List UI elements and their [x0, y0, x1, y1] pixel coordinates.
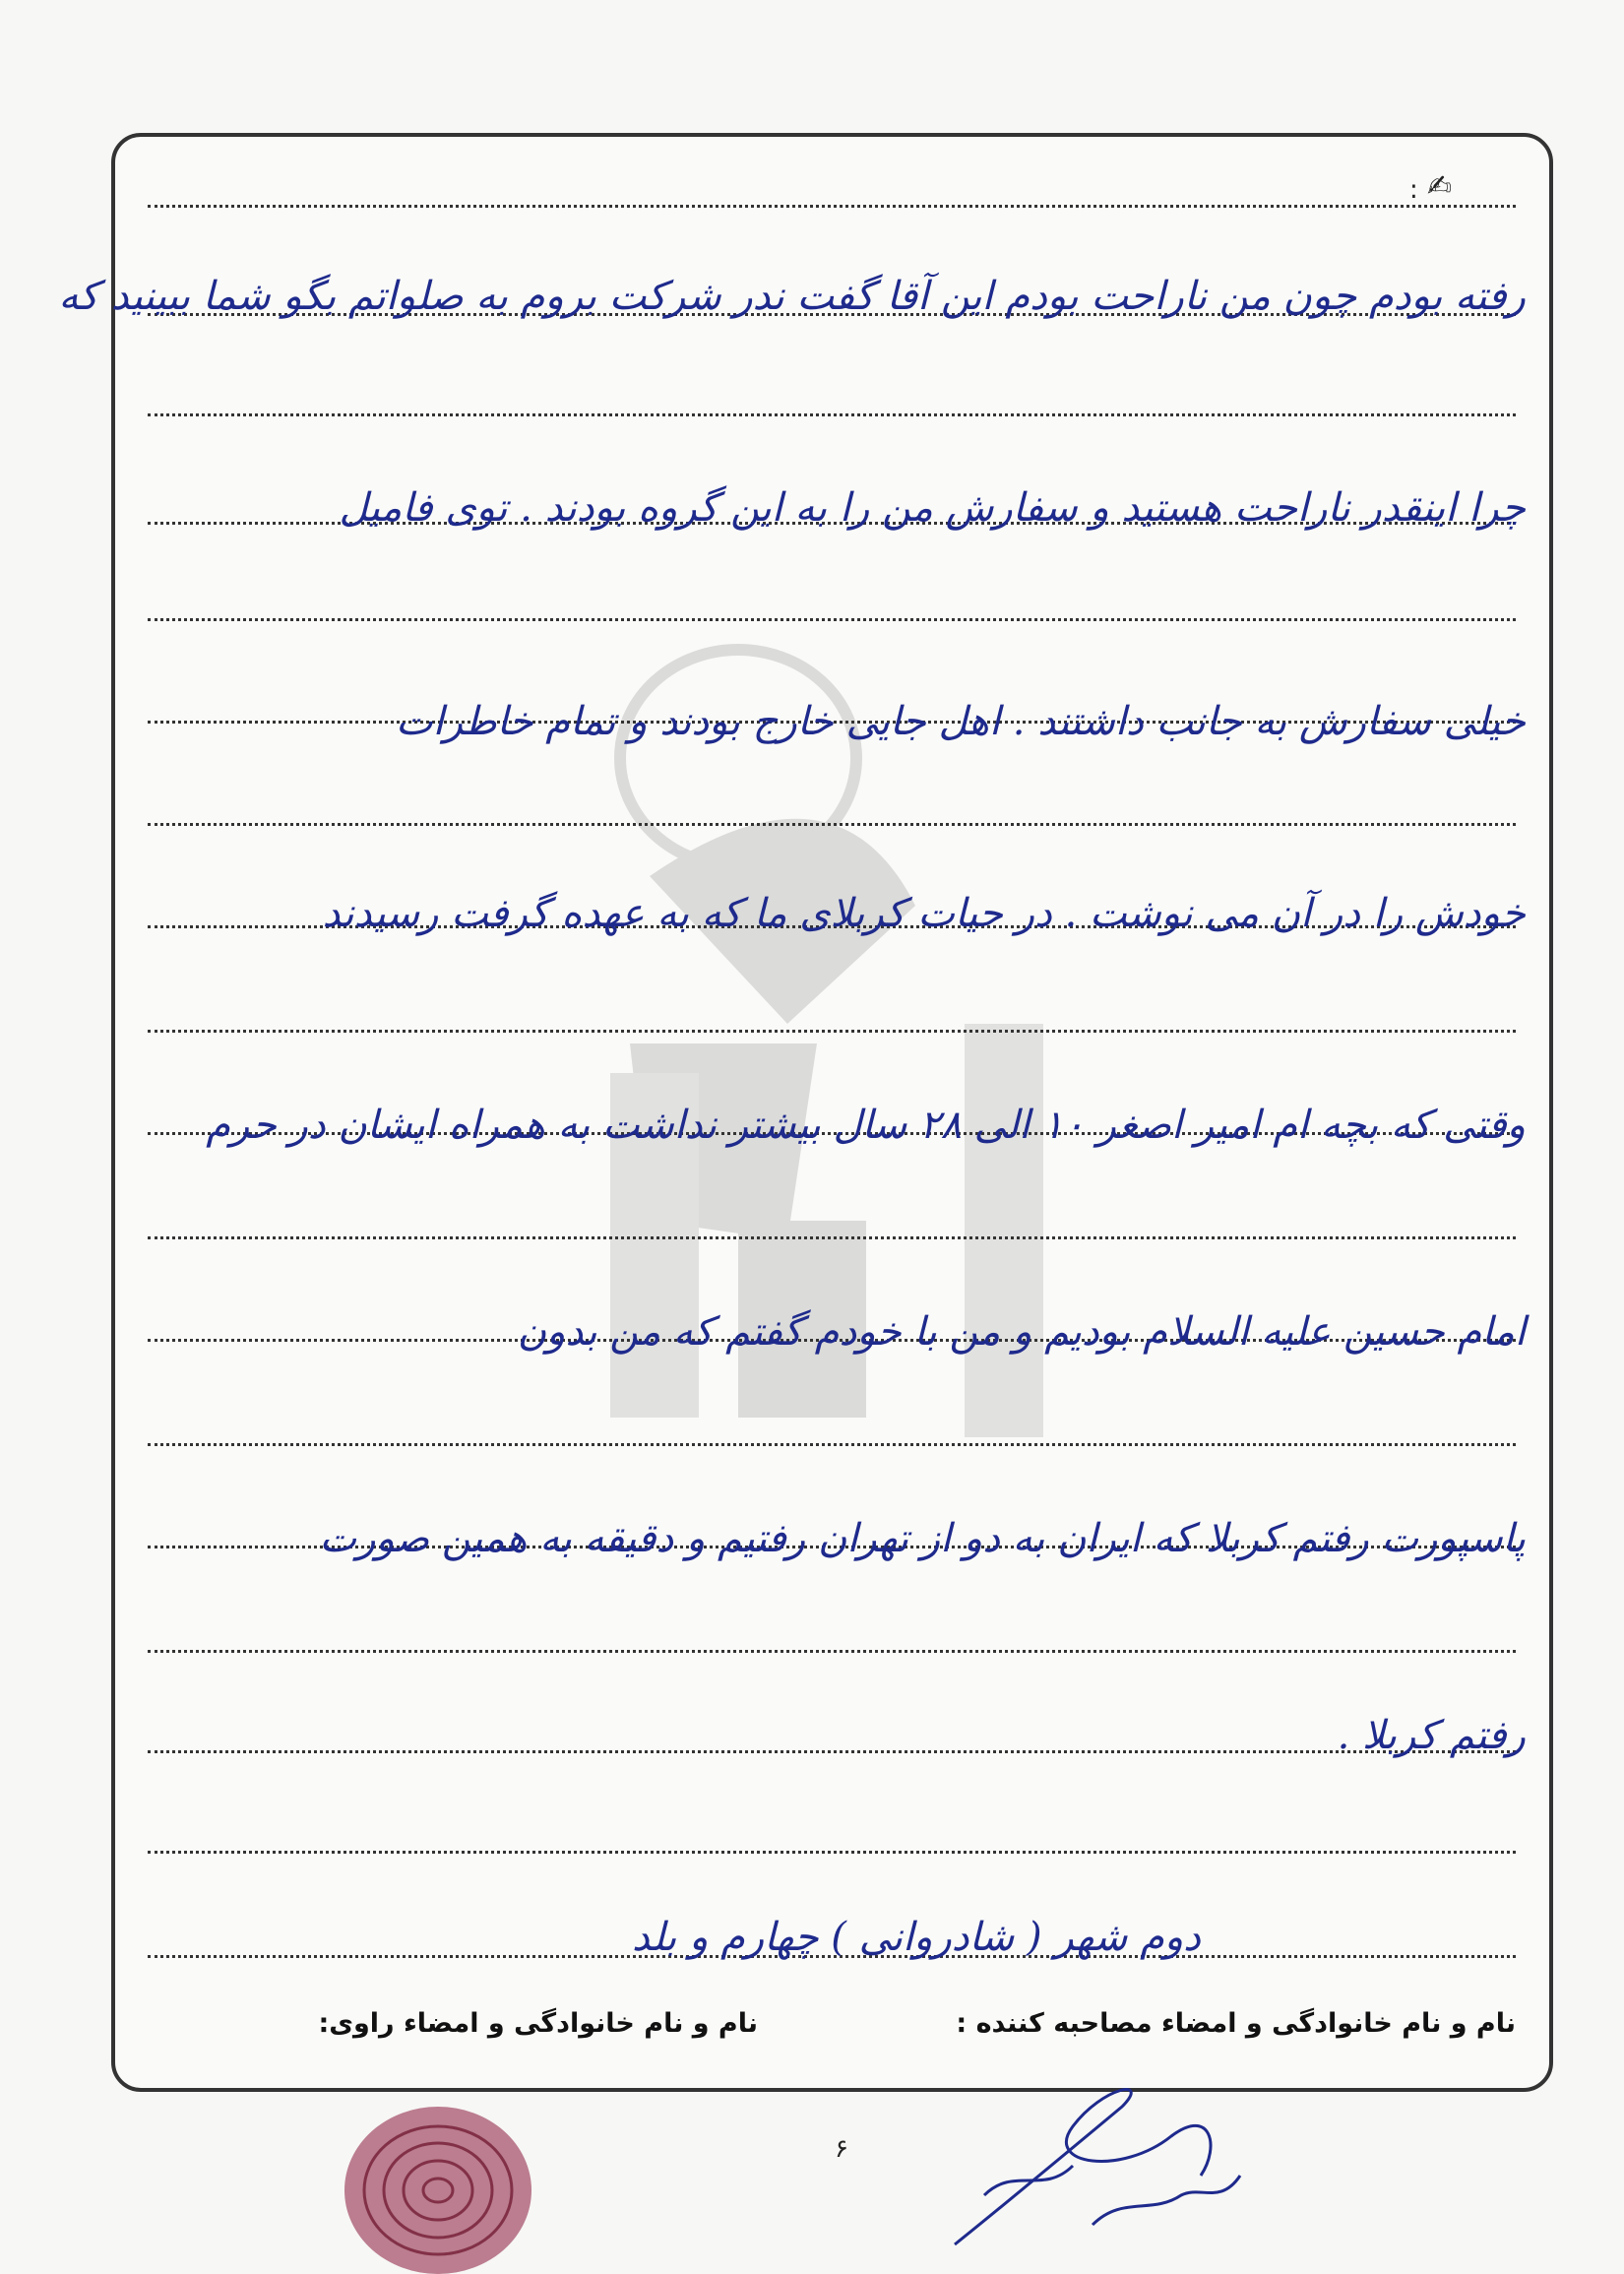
narrator-signature-label: نام و نام خانوادگی و امضاء راوی: — [318, 2008, 758, 2039]
handwritten-line-7: پاسپورت رفتم کربلا که ایران به دو از تهران رفتیم و دقیقه به همین صورت — [319, 1516, 1526, 1561]
handwritten-line-6: امام حسین علیه السلام بودیم و من با خودم گفتم که من بدون — [517, 1309, 1526, 1355]
ruled-line — [148, 1851, 1516, 1854]
ruled-line — [148, 618, 1516, 621]
handwritten-line-8: رفتم کربلا . — [1337, 1713, 1526, 1758]
thumbprint — [330, 2082, 541, 2274]
ruled-line — [148, 1236, 1516, 1239]
handwritten-line-2: چرا اینقدر ناراحت هستید و سفارش من را به این گروه بودند . توی فامیل — [339, 485, 1526, 531]
ruled-line — [148, 823, 1516, 826]
ruled-line — [148, 1443, 1516, 1446]
ruled-line — [148, 413, 1516, 416]
handwritten-line-1: رفته بودم چون من ناراحت بودم این آقا گفت ندر شرکت بروم به صلواتم بگو شما ببینید که — [58, 274, 1526, 319]
handwritten-line-9: دوم شهر ( شادروانی ) چهارم و بلد — [632, 1915, 1201, 1960]
ruled-line — [148, 1650, 1516, 1653]
interviewer-signature — [925, 2048, 1250, 2264]
handwritten-line-4: خودش را در آن می نوشت . در حیات کربلای ما که به عهده گرفت رسیدند — [322, 891, 1526, 936]
handwritten-line-3: خیلی سفارش به جانب داشتند . اهل جایی خارج بودند و تمام خاطرات — [395, 699, 1526, 744]
ruled-line — [148, 205, 1516, 208]
interviewer-signature-label: نام و نام خانوادگی و امضاء مصاحبه کننده : — [956, 2008, 1516, 2039]
page-number: ۶ — [835, 2134, 848, 2164]
handwritten-line-5: وقتی که بچه ام امیر اصغر ۱۰ الی ۲۸ سال بیشتر نداشت به همراه ایشان در حرم — [206, 1103, 1526, 1148]
pen-icon: ✍ — [1427, 169, 1453, 204]
ruled-line — [148, 1030, 1516, 1033]
pen-colon: : — [1409, 175, 1418, 205]
